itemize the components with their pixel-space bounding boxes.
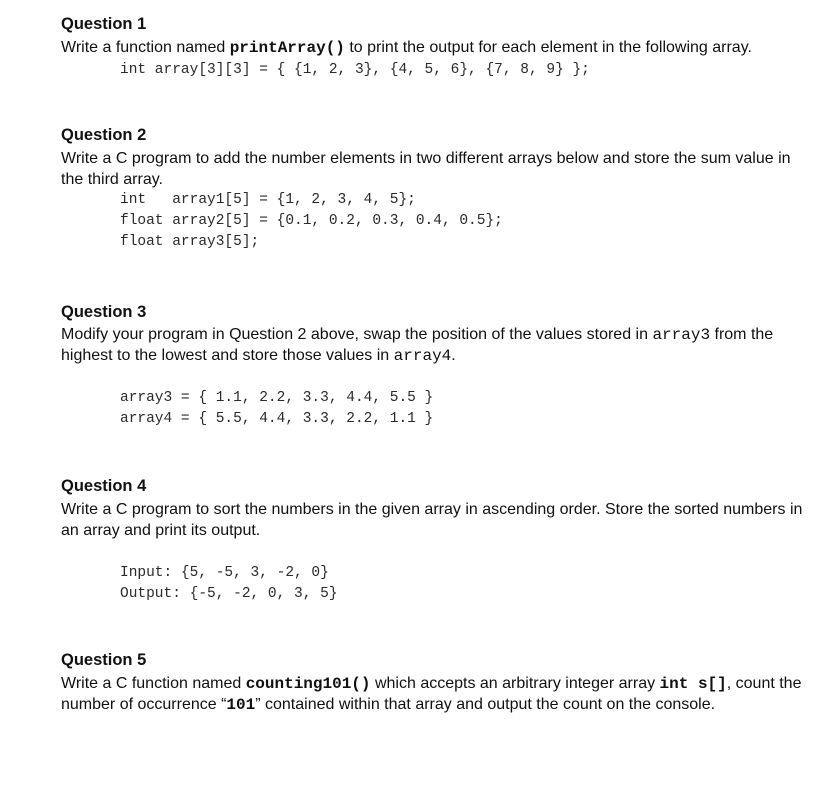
question-5-text-line-2 bbox=[61, 694, 715, 716]
q1-code-line: int array[3][3] = { {1, 2, 3}, {4, 5, 6}, {7, 8, 9} }; bbox=[120, 62, 590, 78]
q2-code-line: float array3[5]; bbox=[120, 234, 260, 250]
q5-text-middle: which accepts an arbitrary integer array bbox=[370, 675, 660, 692]
q3-variable-array3: array3 bbox=[652, 326, 711, 344]
q3-text-after: . bbox=[451, 347, 456, 364]
q1-text-before: Write a function named bbox=[61, 39, 230, 56]
q1-function-name: printArray() bbox=[229, 39, 345, 57]
question-5-title: Question 5 bbox=[61, 651, 147, 669]
q4-code-line: Output: {-5, -2, 0, 3, 5} bbox=[120, 586, 338, 602]
question-4-title: Question 4 bbox=[61, 477, 147, 495]
q3-variable-array4: array4 bbox=[393, 347, 452, 365]
q5-text-before: Write a C function named bbox=[61, 675, 246, 692]
question-4-text-line-2: an array and print its output. bbox=[61, 522, 261, 539]
q3-text-before: Modify your program in Question 2 above, swap the position of the values stored in bbox=[61, 326, 653, 343]
question-2-text-line-1: Write a C program to add the number elements in two different arrays below and store the sum value in bbox=[61, 150, 791, 167]
q3-code-line: array3 = { 1.1, 2.2, 3.3, 4.4, 5.5 } bbox=[120, 390, 434, 406]
q3-text-before: highest to the lowest and store those values in bbox=[61, 347, 394, 364]
q5-pattern-101: 101 bbox=[226, 696, 256, 714]
question-2-text-line-2: the third array. bbox=[61, 171, 163, 188]
question-4-text-line-1: Write a C program to sort the numbers in the given array in ascending order. Store the sorted numbers in bbox=[61, 501, 803, 518]
q1-text-after: to print the output for each element in the following array. bbox=[344, 39, 752, 56]
question-1-text bbox=[61, 37, 752, 59]
q2-code-line: int array1[5] = {1, 2, 3, 4, 5}; bbox=[120, 192, 416, 208]
question-3-text-line-1 bbox=[61, 324, 773, 346]
q5-text-after: ” contained within that array and output the count on the console. bbox=[255, 696, 716, 713]
q4-code-line: Input: {5, -5, 3, -2, 0} bbox=[120, 565, 329, 581]
q5-parameter: int s[] bbox=[659, 675, 727, 693]
q5-function-name: counting101() bbox=[245, 675, 371, 693]
q3-text-after: from the bbox=[710, 326, 774, 343]
q2-code-line: float array2[5] = {0.1, 0.2, 0.3, 0.4, 0.5}; bbox=[120, 213, 503, 229]
q5-text-after: , count the bbox=[726, 675, 802, 692]
q5-text-before: number of occurrence “ bbox=[61, 696, 227, 713]
question-1-title: Question 1 bbox=[61, 15, 147, 33]
question-3-text-line-2 bbox=[61, 345, 456, 367]
question-5-text-line-1 bbox=[61, 673, 801, 695]
question-3-title: Question 3 bbox=[61, 303, 147, 321]
q3-code-line: array4 = { 5.5, 4.4, 3.3, 2.2, 1.1 } bbox=[120, 411, 434, 427]
question-2-title: Question 2 bbox=[61, 126, 147, 144]
